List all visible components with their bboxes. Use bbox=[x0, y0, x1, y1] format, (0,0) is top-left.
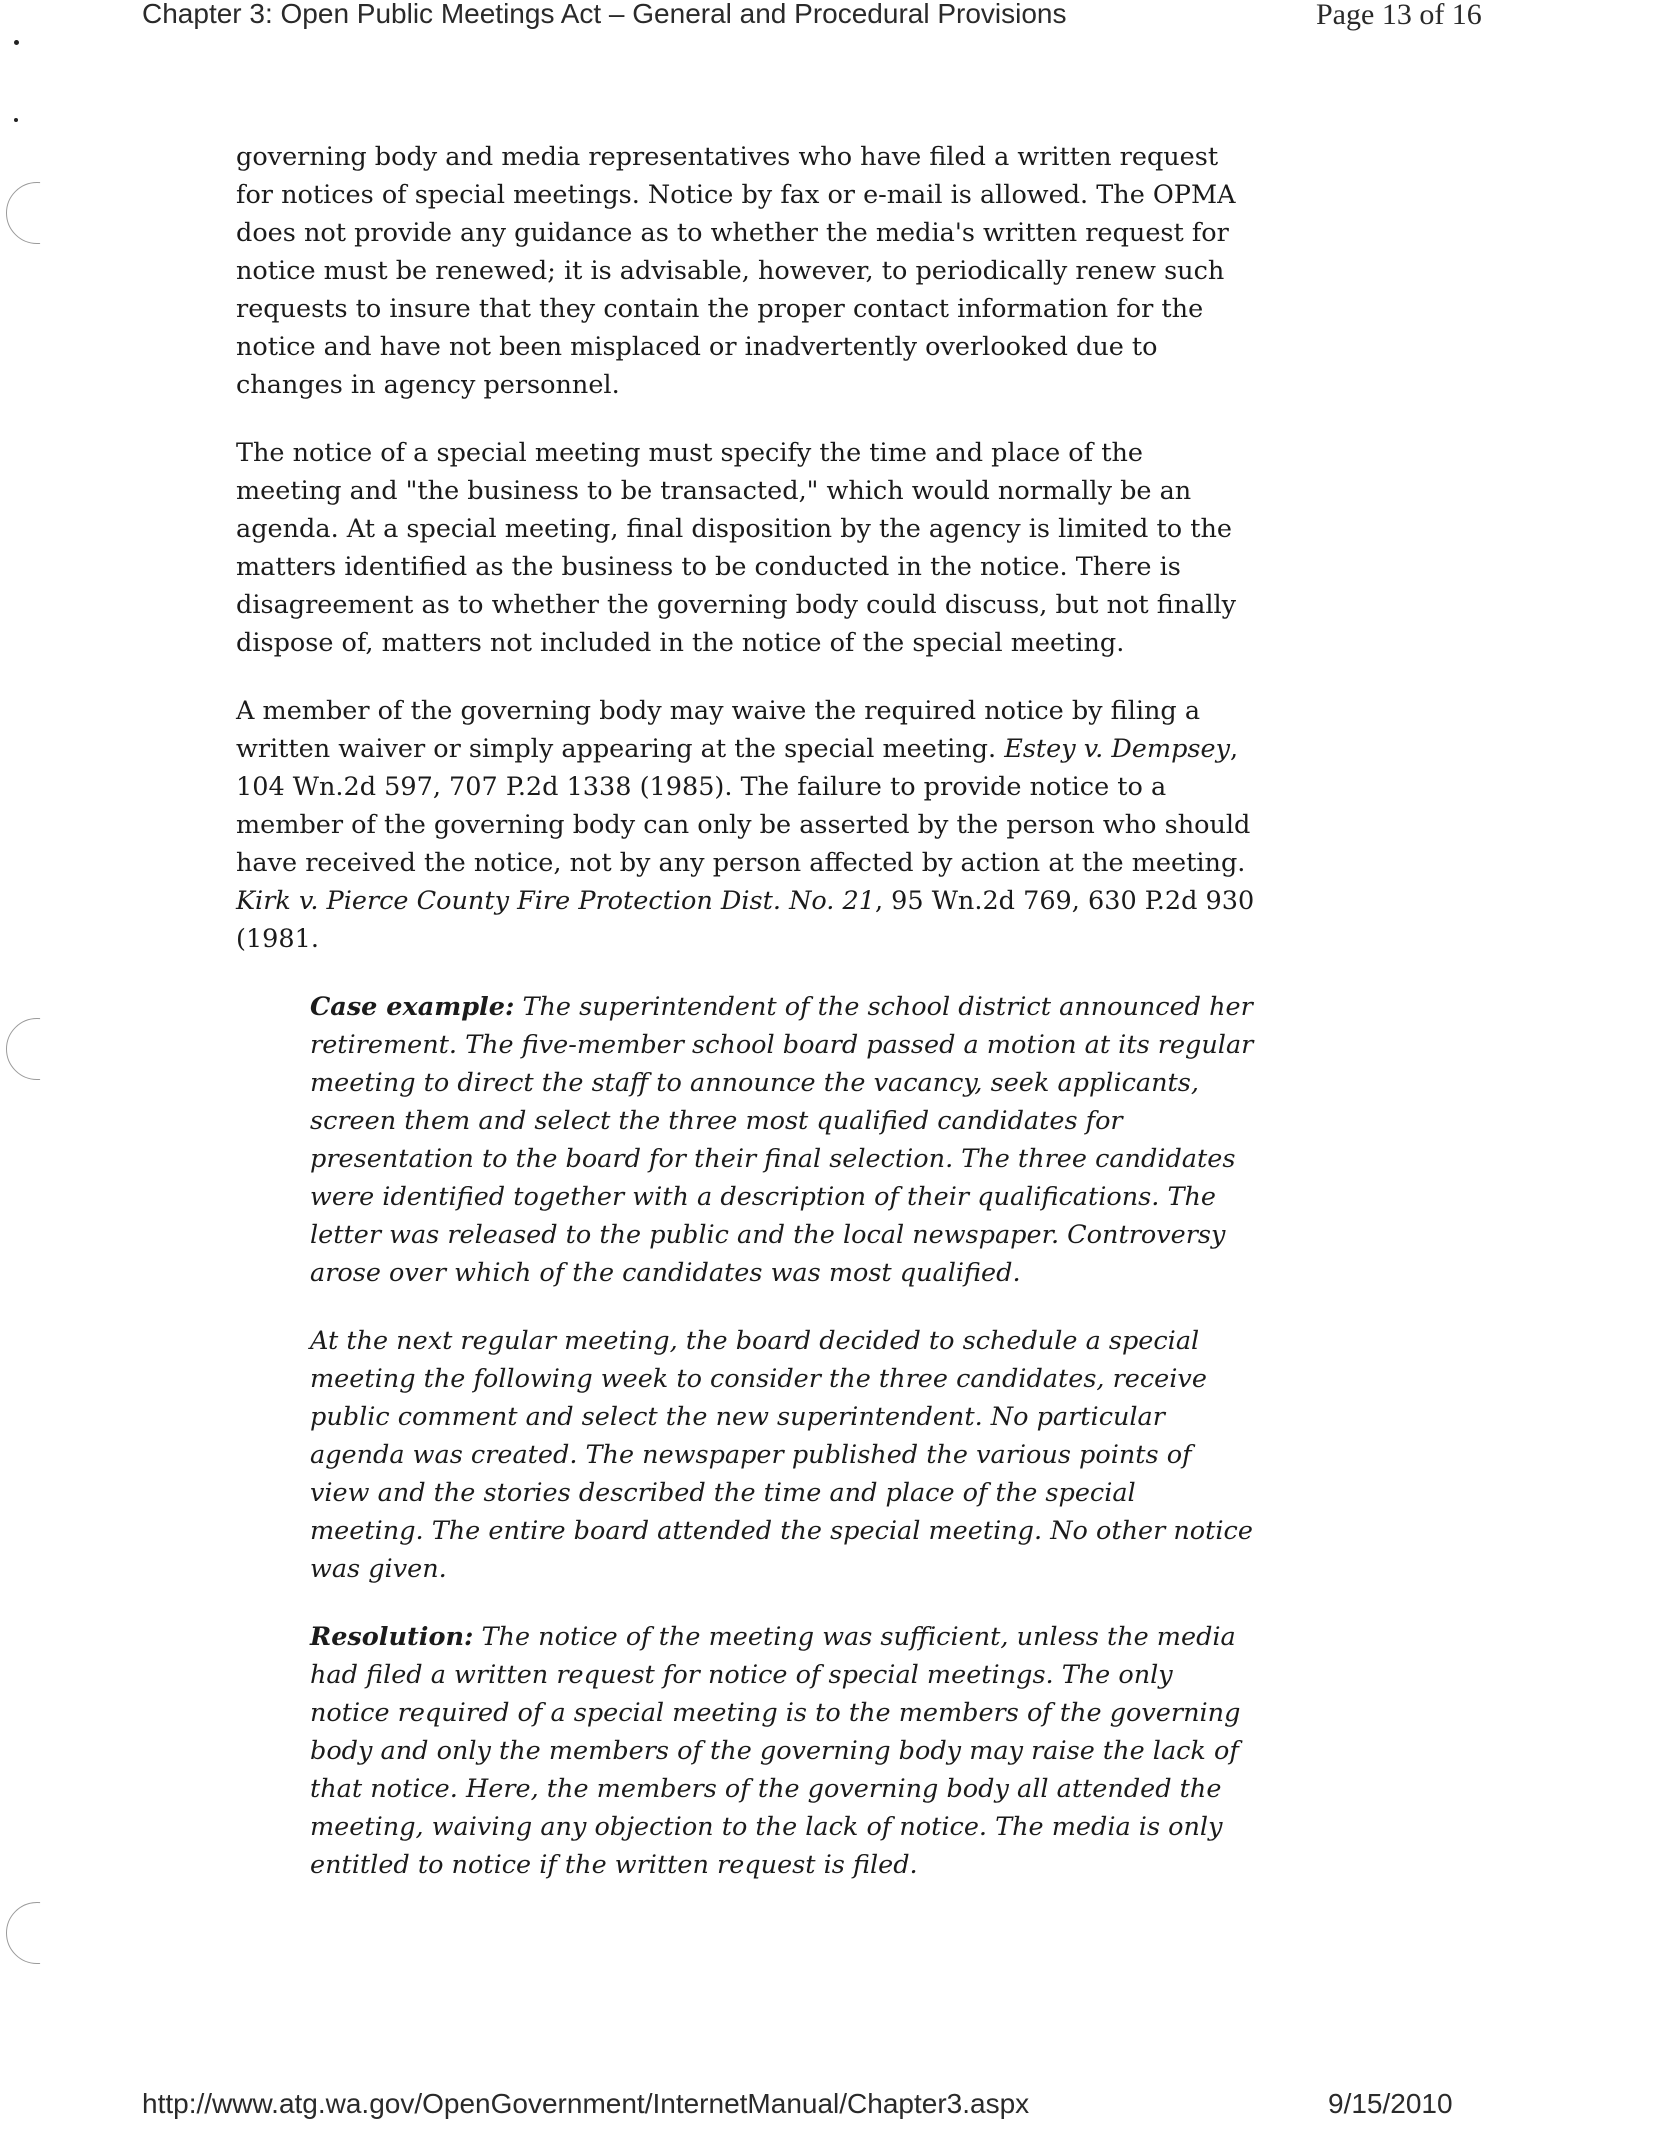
print-date: 9/15/2010 bbox=[1328, 2088, 1453, 2119]
punch-hole-middle bbox=[6, 1018, 68, 1080]
case-example bbox=[310, 988, 1256, 1292]
resolution-label: Resolution: bbox=[310, 1622, 474, 1652]
chapter-title: Chapter 3: Open Public Meetings Act – General and Procedural Provisions bbox=[142, 0, 1067, 29]
scan-speck bbox=[14, 118, 18, 122]
page-number: Page 13 of 16 bbox=[1316, 0, 1482, 31]
document-body bbox=[236, 138, 1256, 1914]
resolution-text: The notice of the meeting was sufficient, unless the media had filed a written request for notice of special meetings. The only notice required of a special meeting is to the members of the governing body and only the members of the governing body may raise the lack of that notice. Here, the members of the governing body all attended the meeting, waiving any objection to the lack of notice. The media is only entitled to notice if the written request is filed. bbox=[310, 1622, 1241, 1880]
paragraph-waiver bbox=[236, 692, 1256, 958]
case-example-continued: At the next regular meeting, the board decided to schedule a special meeting the following week to consider the three candidates, receive public comment and select the new superintendent. No particular agenda was created. The newspaper published the various points of view and the stories described the time and place of the special meeting. The entire board attended the special meeting. No other notice was given. bbox=[310, 1326, 1253, 1584]
case-citation-estey: Estey v. Dempsey bbox=[1004, 734, 1230, 764]
case-citation-kirk: Kirk v. Pierce County Fire Protection Dist. No. 21 bbox=[236, 886, 875, 916]
punch-hole-top bbox=[6, 182, 68, 244]
resolution bbox=[310, 1618, 1256, 1884]
source-url: http://www.atg.wa.gov/OpenGovernment/InternetManual/Chapter3.aspx bbox=[142, 2088, 1030, 2119]
paragraph-waiver-text: , 95 Wn.2d 769, 630 P.2d 930 (1981. bbox=[236, 886, 1255, 954]
case-example-label: Case example: bbox=[310, 992, 515, 1022]
paragraph-special-meeting-notice: The notice of a special meeting must specify the time and place of the meeting and "the business to be transacted," which would normally be an agenda. At a special meeting, final disposition by the agency is limited to the matters identified as the business to be conducted in the notice. There is disagreement as to whether the governing body could discuss, but not finally dispose of, matters not included in the notice of the special meeting. bbox=[236, 438, 1237, 658]
case-example-text: The superintendent of the school district announced her retirement. The five-member school board passed a motion at its regular meeting to direct the staff to announce the vacancy, seek applicants, screen them and select the three most qualified candidates for presentation to the board for their final selection. The three candidates were identified together with a description of their qualifications. The letter was released to the public and the local newspaper. Controversy arose over which of the candidates was most qualified. bbox=[310, 992, 1254, 1288]
paragraph-notice-recipients: governing body and media representatives who have filed a written request for notices of special meetings. Notice by fax or e-mail is allowed. The OPMA does not provide any guidance as to whether the media's written request for notice must be renewed; it is advisable, however, to periodically renew such requests to insure that they contain the proper contact information for the notice and have not been misplaced or inadvertently overlooked due to changes in agency personnel. bbox=[236, 142, 1236, 400]
punch-hole-bottom bbox=[6, 1902, 68, 1964]
paragraph-waiver-text: A member of the governing body may waive the required notice by filing a written waiver or simply appearing at the special meeting. bbox=[236, 696, 1201, 764]
page-footer bbox=[0, 2088, 1664, 2128]
paragraph-waiver-text: , 104 Wn.2d 597, 707 P.2d 1338 (1985). The failure to provide notice to a member of the governing body can only be asserted by the person who should have received the notice, not by any person affected by action at the meeting. bbox=[236, 734, 1251, 878]
page-header bbox=[0, 0, 1664, 40]
scan-speck bbox=[14, 40, 19, 45]
